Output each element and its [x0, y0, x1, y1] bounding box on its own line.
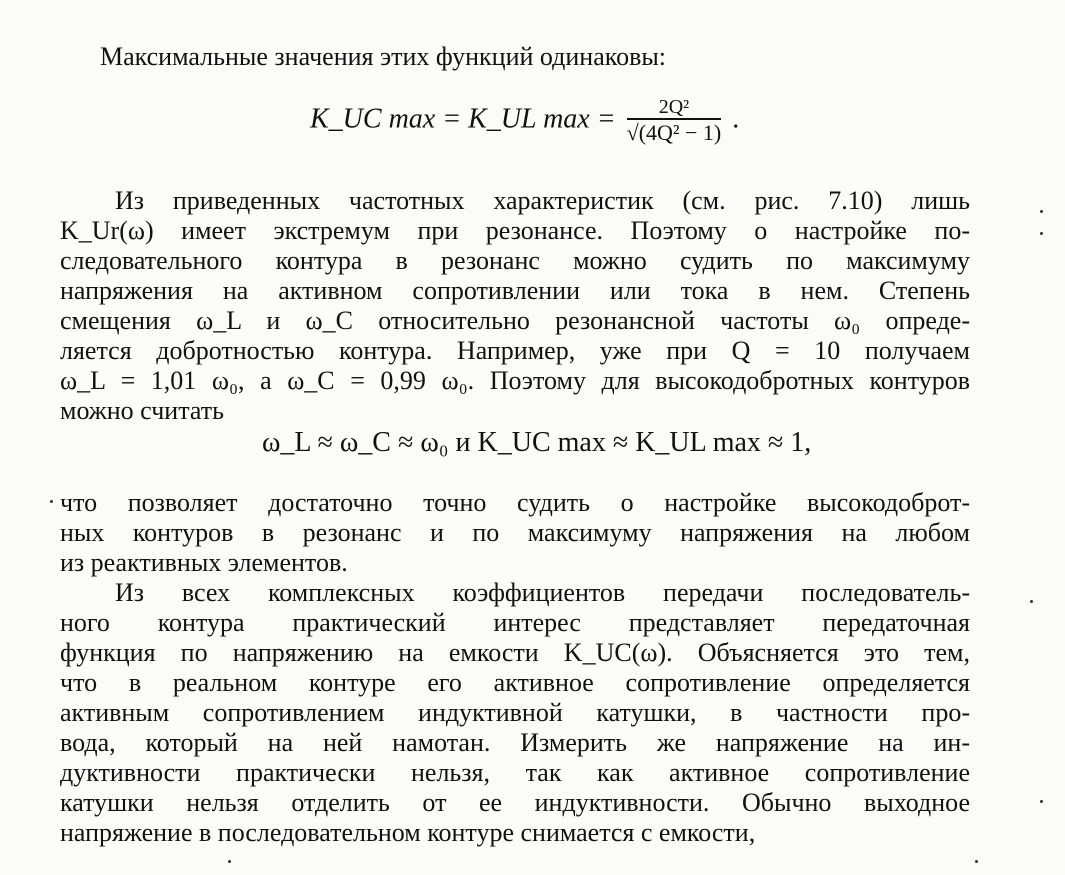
- paragraph-1-line: ω_L = 1,01 ω₀, а ω_C = 0,99 ω₀. Поэтому для высокодобротных контуров: [60, 366, 970, 395]
- paragraph-3-line: дуктивности практически нельзя, так как активное сопротивление: [60, 758, 970, 787]
- paragraph-3-line: что в реальном контуре его активное сопротивление определяется: [60, 668, 970, 697]
- scan-speck: [975, 860, 978, 863]
- scan-speck: [228, 860, 231, 863]
- paragraph-3-line: вода, который на ней намотан. Измерить же напряжение на ин-: [60, 728, 970, 757]
- paragraph-2-line: из реактивных элементов.: [60, 548, 348, 577]
- scan-speck: [1040, 232, 1043, 235]
- paragraph-3-line: напряжение в последовательном контуре снимается с емкости,: [60, 818, 756, 847]
- paragraph-2-line: ных контуров в резонанс и по максимуму напряжения на любом: [60, 518, 970, 547]
- formula1-denominator: √(4Q² − 1): [626, 120, 722, 145]
- paragraph-3-line: Из всех комплексных коэффициентов передачи последователь-: [115, 578, 970, 607]
- formula-kuc-max: [310, 96, 739, 146]
- paragraph-3-line: функция по напряжению на емкости K_UC(ω). Объясняется это тем,: [60, 638, 970, 667]
- formula1-lhs: K_UC max = K_UL max =: [310, 103, 616, 135]
- formula-approx: ω_L ≈ ω_C ≈ ω₀ и K_UC max ≈ K_UL max ≈ 1,: [262, 427, 812, 458]
- scan-speck: [50, 500, 53, 503]
- paragraph-1-line: напряжения на активном сопротивлении или тока в нем. Степень: [60, 276, 970, 305]
- formula1-end: .: [732, 103, 740, 135]
- paragraph-3-line: катушки нельзя отделить от ее индуктивности. Обычно выходное: [60, 788, 970, 817]
- paragraph-3-line: ного контура практический интерес представляет передаточная: [60, 608, 970, 637]
- paragraph-1-line: можно считать: [60, 396, 224, 425]
- paragraph-1-line: Из приведенных частотных характеристик (см. рис. 7.10) лишь: [115, 186, 970, 215]
- intro-line: Максимальные значения этих функций одинаковы:: [100, 42, 667, 71]
- paragraph-3-line: активным сопротивлением индуктивной катушки, в частности про-: [60, 698, 970, 727]
- scan-speck: [1030, 600, 1033, 603]
- paragraph-1-line: смещения ω_L и ω_C относительно резонансной частоты ω₀ опреде-: [60, 306, 970, 335]
- paragraph-1-line: следовательного контура в резонанс можно судить по максимуму: [60, 246, 970, 275]
- formula1-numerator: 2Q²: [627, 96, 722, 120]
- paragraph-2-line: что позволяет достаточно точно судить о настройке высокодоброт-: [60, 488, 970, 517]
- scan-speck: [1040, 210, 1043, 213]
- scan-speck: [1040, 800, 1043, 803]
- formula1-fraction: [627, 96, 722, 146]
- paragraph-1-line: ляется добротностью контура. Например, уже при Q = 10 получаем: [60, 336, 970, 365]
- paragraph-1-line: K_Ur(ω) имеет экстремум при резонансе. Поэтому о настройке по-: [60, 216, 970, 245]
